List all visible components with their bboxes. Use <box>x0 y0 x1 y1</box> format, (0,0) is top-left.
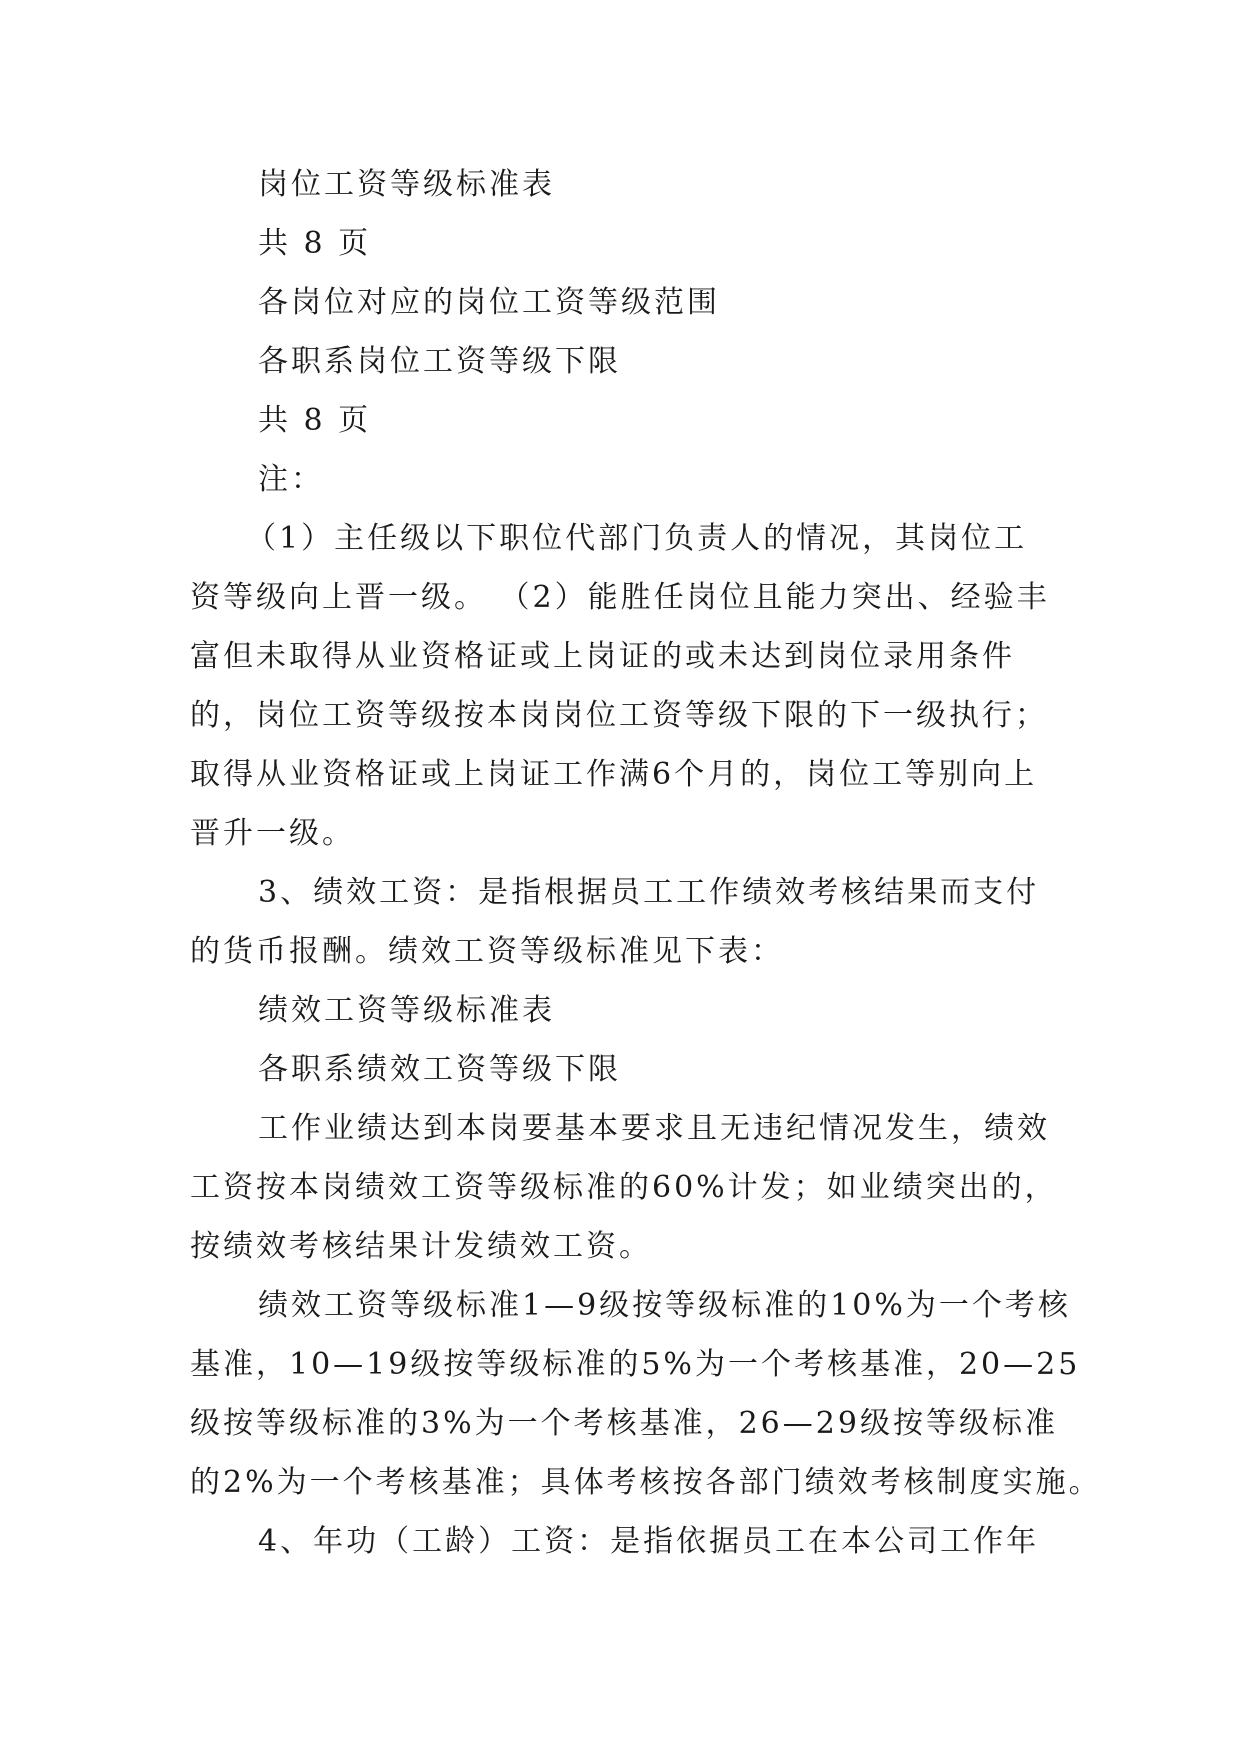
paragraph-line: 富但未取得从业资格证或上岗证的或未达到岗位录用条件 <box>190 639 1015 674</box>
heading-performance-salary-table: 绩效工资等级标准表 <box>258 993 555 1028</box>
page-count-text: 共 8 页 <box>258 226 372 261</box>
paragraph-line: 级按等级标准的3%为一个考核基准，26—29级按等级标准 <box>190 1406 1058 1441</box>
heading-performance-grade-lower-limit: 各职系绩效工资等级下限 <box>258 1052 621 1087</box>
paragraph-line: 资等级向上晋一级。 （2）能胜任岗位且能力突出、经验丰 <box>190 580 1050 615</box>
paragraph-line: 晋升一级。 <box>190 816 355 851</box>
paragraph-line: 4、年功（工龄）工资：是指依据员工在本公司工作年 <box>258 1524 1040 1559</box>
paragraph-line: 绩效工资等级标准1—9级按等级标准的10%为一个考核 <box>258 1288 1071 1323</box>
paragraph-line: 基准，10—19级按等级标准的5%为一个考核基准，20—25 <box>190 1347 1081 1382</box>
paragraph-line: 工资按本岗绩效工资等级标准的60%计发；如业绩突出的， <box>190 1170 1058 1205</box>
paragraph-line: （1）主任级以下职位代部门负责人的情况，其岗位工 <box>246 521 1028 556</box>
paragraph-line: 的2%为一个考核基准；具体考核按各部门绩效考核制度实施。 <box>190 1465 1102 1500</box>
paragraph-line: 的，岗位工资等级按本岗岗位工资等级下限的下一级执行； <box>190 698 1048 733</box>
paragraph-line: 工作业绩达到本岗要基本要求且无违纪情况发生，绩效 <box>258 1111 1050 1146</box>
paragraph-line: 3、绩效工资：是指根据员工工作绩效考核结果而支付 <box>258 875 1040 910</box>
note-label: 注： <box>258 462 324 497</box>
heading-position-grade-range: 各岗位对应的岗位工资等级范围 <box>258 285 720 320</box>
heading-position-grade-lower-limit: 各职系岗位工资等级下限 <box>258 344 621 379</box>
paragraph-line: 按绩效考核结果计发绩效工资。 <box>190 1229 652 1264</box>
heading-position-salary-table: 岗位工资等级标准表 <box>258 167 555 202</box>
paragraph-line: 取得从业资格证或上岗证工作满6个月的，岗位工等别向上 <box>190 757 1038 792</box>
page-count-text: 共 8 页 <box>258 403 372 438</box>
paragraph-line: 的货币报酬。绩效工资等级标准见下表： <box>190 934 784 969</box>
